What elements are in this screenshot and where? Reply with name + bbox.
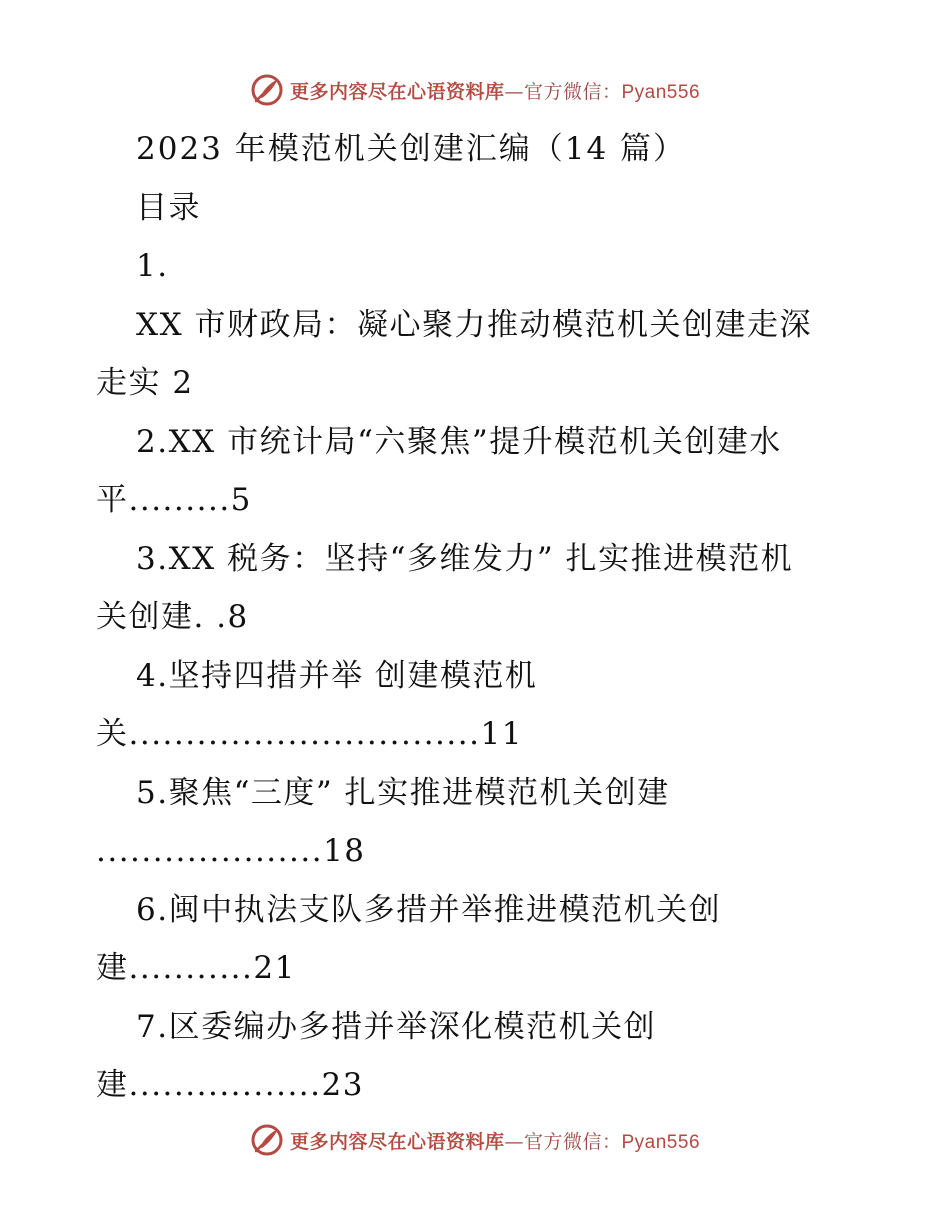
watermark-wechat-label: 官方微信： xyxy=(523,1130,622,1153)
toc-line: 1. xyxy=(136,248,169,284)
watermark-site-text: 更多内容尽在心语资料库 xyxy=(289,1130,505,1153)
watermark-banner-bottom xyxy=(0,1120,950,1160)
toc-heading: 目录 xyxy=(136,189,201,226)
watermark-wechat-id: Pyan556 xyxy=(621,1131,701,1153)
toc-line: 建...........21 xyxy=(96,950,296,986)
toc-line: 4.坚持四措并举 创建模范机 xyxy=(136,657,538,694)
watermark-dash: — xyxy=(504,80,524,103)
watermark-dash: — xyxy=(504,1130,524,1153)
toc-line: 6.闽中执法支队多措并举推进模范机关创 xyxy=(136,891,722,928)
toc-line: 建.................23 xyxy=(96,1067,364,1103)
toc-line: 3.XX 税务：坚持“多维发力” 扎实推进模范机 xyxy=(136,540,794,577)
toc-line: ....................18 xyxy=(96,833,366,869)
watermark-wechat-label: 官方微信： xyxy=(523,80,622,103)
watermark-banner-top xyxy=(0,70,950,110)
toc-line: XX 市财政局：凝心聚力推动模范机关创建走深 xyxy=(136,306,812,343)
toc-line: 走实 2 xyxy=(96,365,194,401)
watermark-text xyxy=(290,1127,700,1154)
quill-circle-logo-icon xyxy=(250,73,284,107)
watermark-site-text: 更多内容尽在心语资料库 xyxy=(289,80,505,103)
toc-line: 平.........5 xyxy=(96,482,252,518)
toc-line: 关...............................11 xyxy=(96,716,523,752)
document-body xyxy=(96,120,856,1115)
document-title: 2023 年模范机关创建汇编（14 篇） xyxy=(136,131,687,167)
toc-line: 2.XX 市统计局“六聚焦”提升模范机关创建水 xyxy=(136,423,782,460)
quill-circle-logo-icon xyxy=(250,1123,284,1157)
toc-line: 关创建. .8 xyxy=(96,599,249,635)
watermark-wechat-id: Pyan556 xyxy=(621,81,701,103)
watermark-text xyxy=(290,77,700,104)
toc-line: 7.区委编办多措并举深化模范机关创 xyxy=(136,1008,657,1045)
toc-line: 5.聚焦“三度” 扎实推进模范机关创建 xyxy=(136,774,670,811)
